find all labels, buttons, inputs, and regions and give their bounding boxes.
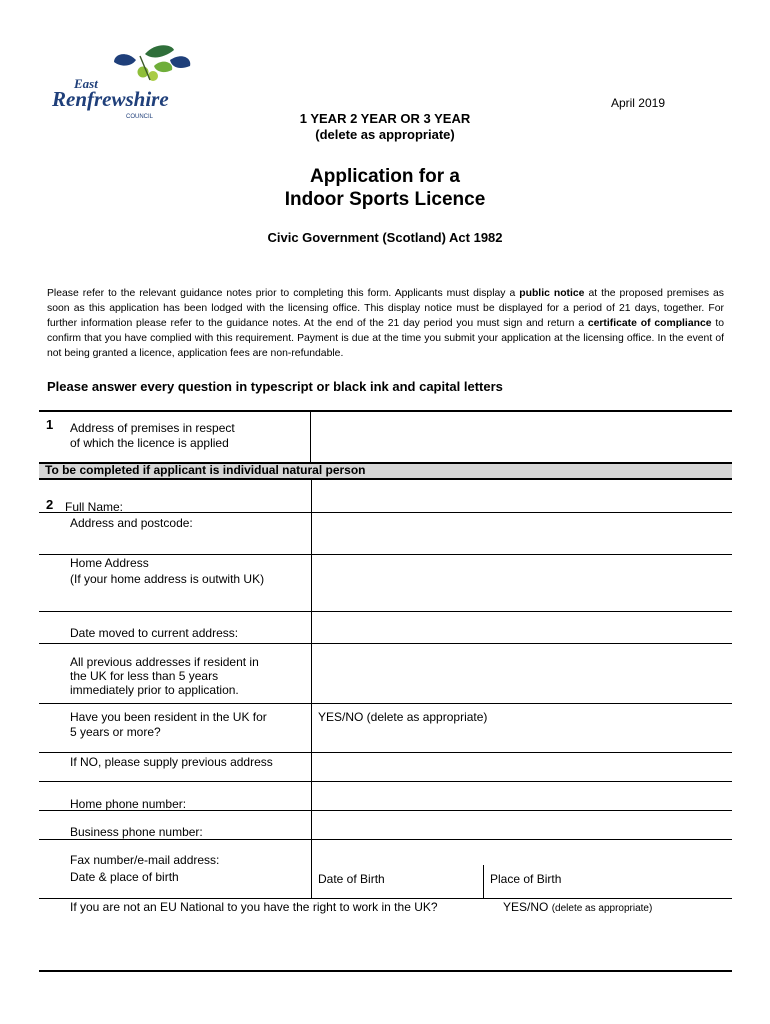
home-phone-field[interactable] bbox=[313, 782, 730, 809]
svg-text:East: East bbox=[74, 76, 98, 91]
date-moved-field[interactable] bbox=[313, 612, 730, 642]
address-postcode-field[interactable] bbox=[313, 513, 730, 553]
previous-address-field[interactable] bbox=[313, 753, 730, 780]
svg-text:COUNCIL: COUNCIL bbox=[126, 114, 154, 120]
delete-note: (delete as appropriate) bbox=[315, 127, 455, 142]
form-date: April 2019 bbox=[610, 96, 665, 110]
page-title-line2: Indoor Sports Licence bbox=[284, 189, 486, 210]
resident-uk-answer[interactable]: YES/NO (delete as appropriate) bbox=[318, 710, 488, 724]
resident-uk-label-line1: Have you been resident in the UK for bbox=[70, 710, 267, 724]
full-name-label: Full Name: bbox=[65, 500, 124, 514]
home-address-label: Home Address bbox=[70, 556, 149, 570]
previous-addresses-field[interactable] bbox=[313, 644, 730, 702]
resident-uk-label-line2: 5 years or more? bbox=[70, 725, 161, 739]
business-phone-field[interactable] bbox=[313, 811, 730, 838]
q1-label-line2: of which the licence is applied bbox=[70, 436, 229, 450]
licence-duration: 1 YEAR 2 YEAR OR 3 YEAR bbox=[299, 111, 471, 126]
date-moved-label: Date moved to current address: bbox=[70, 626, 239, 640]
intro-paragraph: Please refer to the relevant guidance notes prior to completing this form. Applicants must display a public notice at the proposed premises as soon as this application has been lodged with the licensing office. This display notice must be displayed for a period of 21 days, together. For further information please refer to the guidance notes. At the end of the 21 day period you must sign and return a certificate of compliance to confirm that you have complied with this requirement. Payment is due at the time you submit your application at the licensing office. In the event of not being granted a licence, application fees are non-refundable. bbox=[47, 288, 724, 359]
question-2-number: 2 bbox=[46, 497, 54, 512]
full-name-field[interactable] bbox=[313, 479, 730, 511]
question-1-number: 1 bbox=[46, 417, 54, 432]
q1-label-line1: Address of premises in respect bbox=[70, 421, 235, 435]
previous-addresses-label-line3: immediately prior to application. bbox=[70, 683, 239, 697]
place-of-birth-field[interactable]: Place of Birth bbox=[490, 872, 562, 886]
date-of-birth-field[interactable]: Date of Birth bbox=[318, 872, 385, 886]
business-phone-label: Business phone number: bbox=[70, 825, 203, 839]
application-form-table bbox=[39, 410, 732, 972]
home-phone-label: Home phone number: bbox=[70, 797, 187, 811]
if-no-label: If NO, please supply previous address bbox=[70, 755, 273, 769]
act-reference: Civic Government (Scotland) Act 1982 bbox=[267, 230, 503, 245]
home-address-field[interactable] bbox=[313, 555, 730, 610]
completion-instruction: Please answer every question in typescript or black ink and capital letters bbox=[47, 379, 503, 394]
address-postcode-label: Address and postcode: bbox=[70, 516, 193, 530]
previous-addresses-label-line1: All previous addresses if resident in bbox=[70, 655, 259, 669]
eu-right-to-work-answer[interactable]: YES/NO (delete as appropriate) bbox=[503, 900, 653, 914]
previous-addresses-label-line2: the UK for less than 5 years bbox=[70, 669, 219, 683]
premises-address-field[interactable] bbox=[312, 414, 730, 460]
section-header-text: To be completed if applicant is individual natural person bbox=[45, 463, 366, 477]
page-title-line1: Application for a bbox=[310, 166, 460, 187]
dob-place-label: Date & place of birth bbox=[70, 870, 179, 884]
svg-text:Renfrewshire: Renfrewshire bbox=[52, 87, 169, 111]
eu-right-to-work-question: If you are not an EU National to you have the right to work in the UK? bbox=[70, 900, 438, 914]
home-address-note: (If your home address is outwith UK) bbox=[70, 572, 265, 586]
fax-email-label: Fax number/e-mail address: bbox=[70, 853, 220, 867]
